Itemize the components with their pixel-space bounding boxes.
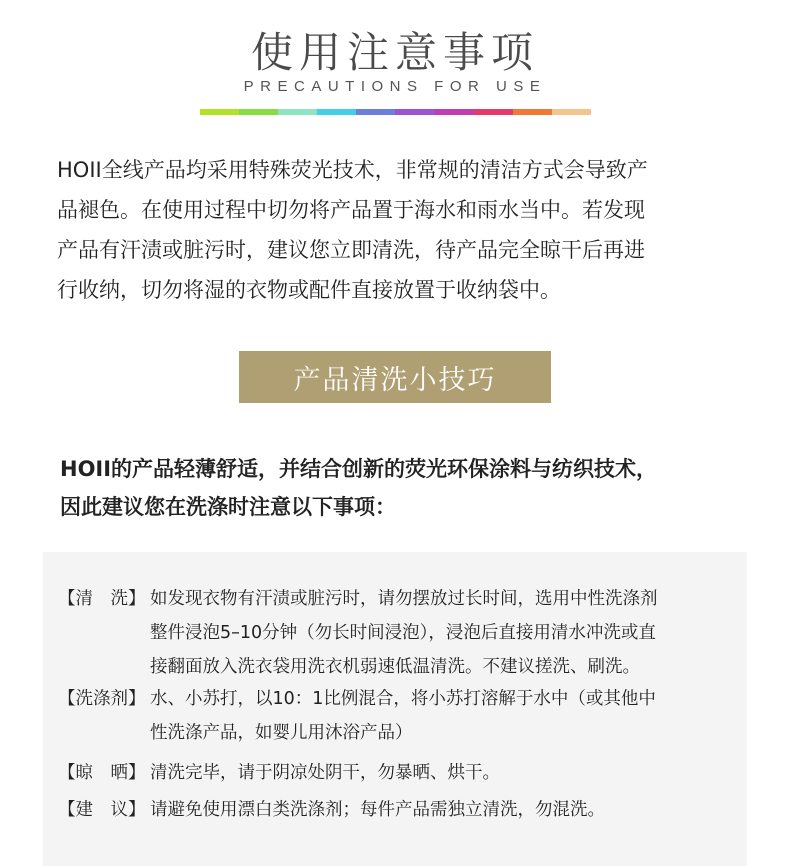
tip-drying — [58, 756, 748, 790]
tip-line: 如发现衣物有汗渍或脏污时，请勿摆放过长时间，选用中性洗涤剂 — [150, 589, 658, 609]
tip-label: 【建 议】 — [58, 800, 146, 820]
rainbow-segment — [552, 109, 591, 115]
intro-line: 品褪色。在使用过程中切勿将产品置于海水和雨水当中。若发现 — [57, 198, 645, 222]
tip-line: 接翻面放入洗衣袋用洗衣机弱速低温清洗。不建议搓洗、刷洗。 — [150, 657, 640, 677]
rainbow-segment — [278, 109, 317, 115]
rainbow-segment — [474, 109, 513, 115]
tip-line: 整件浸泡5–10分钟（勿长时间浸泡），浸泡后直接用清水冲洗或直 — [150, 623, 656, 643]
tip-line: 性洗涤产品，如婴儿用沐浴产品） — [150, 723, 413, 743]
rainbow-segment — [435, 109, 474, 115]
tip-wash — [58, 582, 748, 684]
lead-paragraph — [60, 450, 750, 526]
lead-line: 因此建议您在洗涤时注意以下事项： — [60, 495, 396, 519]
tip-advice — [58, 793, 748, 827]
rainbow-segment — [513, 109, 552, 115]
page-subtitle: PRECAUTIONS FOR USE — [243, 78, 547, 95]
rainbow-segment — [356, 109, 395, 115]
intro-line: 产品有汗渍或脏污时，建议您立即清洗，待产品完全晾干后再进 — [57, 238, 645, 262]
tip-text — [150, 756, 748, 790]
intro-paragraph — [57, 150, 747, 310]
section-banner: 产品清洗小技巧 — [239, 351, 551, 403]
tip-line: 请避免使用漂白类洗涤剂；每件产品需独立清洗，勿混洗。 — [150, 800, 605, 820]
intro-line: HOII全线产品均采用特殊荧光技术，非常规的清洁方式会导致产 — [57, 158, 648, 182]
tip-text — [150, 682, 748, 750]
tip-text — [150, 582, 748, 684]
rainbow-segment — [239, 109, 278, 115]
tip-line: 清洗完毕，请于阴凉处阴干，勿暴晒、烘干。 — [150, 763, 500, 783]
tip-label: 【洗涤剂】 — [58, 689, 146, 709]
rainbow-segment — [200, 109, 239, 115]
intro-line: 行收纳，切勿将湿的衣物或配件直接放置于收纳袋中。 — [57, 278, 561, 302]
tip-text — [150, 793, 748, 827]
lead-line: HOII的产品轻薄舒适，并结合创新的荧光环保涂料与纺织技术， — [60, 457, 658, 481]
rainbow-segment — [317, 109, 356, 115]
rainbow-segment — [395, 109, 434, 115]
page-title: 使用注意事项 — [250, 28, 539, 77]
tip-detergent — [58, 682, 748, 750]
tip-label: 【清 洗】 — [58, 589, 146, 609]
tip-line: 水、小苏打，以10：1比例混合，将小苏打溶解于水中（或其他中 — [150, 689, 656, 709]
rainbow-divider — [200, 109, 591, 115]
tip-label: 【晾 晒】 — [58, 763, 146, 783]
